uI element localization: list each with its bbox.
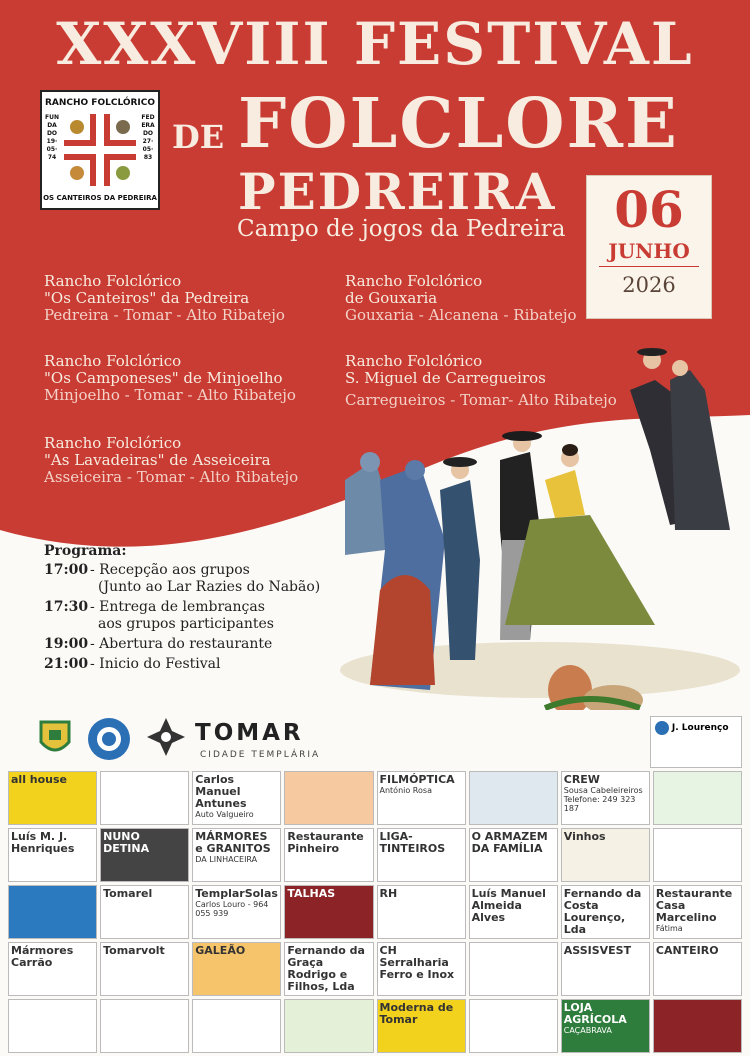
sponsor-name: Luís Manuel Almeida Alves [471, 887, 546, 924]
date-day: 06 [614, 180, 684, 239]
sponsor-cell [8, 999, 97, 1053]
group-location: Gouxaria - Alcanena - Ribatejo [345, 306, 577, 324]
sponsor-cell [8, 828, 97, 882]
sponsor-j-lourenco [650, 716, 742, 768]
program-text2: (Junto ao Lar Razies do Nabão) [98, 579, 321, 595]
sponsor-cell [653, 885, 742, 939]
sponsor-cell [561, 828, 650, 882]
program-time: 19:00 [44, 636, 89, 652]
sponsor-grid [8, 771, 742, 1053]
sponsor-name: RH [379, 887, 398, 900]
logo-right-text: FEDERADO 27·05·83 [141, 114, 155, 161]
program-text: - Abertura do restaurante [90, 636, 273, 652]
jl-logo-icon [655, 721, 669, 735]
program-text: - Inicio do Festival [90, 656, 221, 672]
sponsor-name: ASSISVEST [563, 944, 632, 957]
sponsor-name: all house [11, 773, 68, 786]
sponsor-cell [8, 885, 97, 939]
sponsor-name: TemplarSolas [195, 887, 278, 900]
date-year: 2026 [622, 273, 676, 297]
logo-bottom-text: OS CANTEIROS DA PEDREIRA [43, 194, 157, 202]
sponsor-cell [469, 999, 558, 1053]
group-camponeses [44, 353, 296, 404]
group-name: "As Lavadeiras" de Asseiceira [44, 451, 271, 469]
group-location: Carregueiros - Tomar- Alto Ribatejo [345, 391, 617, 409]
sponsor-cell [192, 885, 281, 939]
sponsor-name: Restaurante Casa Marcelino [655, 887, 733, 924]
sponsor-subtext: CAÇABRAVA [563, 1026, 612, 1035]
sponsor-cell [377, 942, 466, 996]
program-item [44, 562, 320, 596]
sponsor-subtext: Carlos Louro - 964 055 939 [195, 900, 269, 918]
date-divider [599, 266, 699, 267]
sponsor-name: CANTEIRO [655, 944, 719, 957]
group-gouxaria [345, 273, 577, 324]
sponsor-cell [653, 999, 742, 1053]
sponsor-name: Fernando da Graça Rodrigo e Filhos, Lda [287, 944, 365, 993]
sponsor-name: FILMÓPTICA [379, 773, 455, 786]
sponsor-cell [8, 771, 97, 825]
title-line2: FOLCLORE [238, 84, 679, 164]
sponsor-subtext: Sousa Cabeleireiros Telefone: 249 323 187 [563, 786, 643, 813]
sponsor-cell [192, 942, 281, 996]
sponsor-cell [284, 885, 373, 939]
sponsor-name: Moderna de Tomar [379, 1001, 454, 1026]
group-name: "Os Camponeses" de Minjoelho [44, 369, 283, 387]
sponsor-name: Fernando da Costa Lourenço, Lda [563, 887, 642, 936]
program-time: 21:00 [44, 656, 89, 672]
sponsor-subtext: António Rosa [379, 786, 432, 795]
sponsor-cell [561, 885, 650, 939]
sponsor-cell [100, 885, 189, 939]
group-location: Pedreira - Tomar - Alto Ribatejo [44, 306, 285, 324]
program-item [44, 656, 320, 673]
sponsor-cell [100, 942, 189, 996]
group-name: "Os Canteiros" da Pedreira [44, 289, 250, 307]
sponsor-subtext: DA LINHACEIRA [195, 855, 258, 864]
sponsor-name: CREW [563, 773, 600, 786]
program-item [44, 636, 320, 653]
group-label: Rancho Folclórico [44, 272, 182, 290]
sponsor-subtext: Auto Valgueiro [195, 810, 254, 819]
program-time: 17:00 [44, 562, 89, 578]
dancers-illustration [330, 340, 745, 710]
sponsor-cell [377, 771, 466, 825]
sponsor-name: Restaurante Pinheiro [287, 830, 364, 855]
sponsor-name: Carlos Manuel Antunes [195, 773, 247, 810]
freguesia-crest-icon [35, 716, 75, 760]
sponsor-cell [561, 771, 650, 825]
sponsor-cell [377, 999, 466, 1053]
subtitle: Campo de jogos da Pedreira [237, 216, 566, 242]
sponsor-name: Mármores Carrão [11, 944, 74, 969]
sponsor-cell [469, 885, 558, 939]
sponsor-name: Vinhos [563, 830, 606, 843]
group-name: S. Miguel de Carregueiros [345, 369, 546, 387]
title-de: DE [172, 118, 225, 156]
date-month: JUNHO [608, 239, 690, 263]
tomar-tagline: CIDADE TEMPLÁRIA [200, 750, 321, 760]
sponsor-cell [561, 999, 650, 1053]
group-name: de Gouxaria [345, 289, 438, 307]
sponsor-name: NUNO DETINA [103, 830, 150, 855]
logo-top-text: RANCHO FOLCLÓRICO [44, 98, 156, 108]
group-lavadeiras [44, 435, 298, 486]
sponsor-cell [100, 771, 189, 825]
sponsor-cell [100, 999, 189, 1053]
sponsor-cell [469, 942, 558, 996]
logo-left-text: FUNDADO 19·05·74 [45, 114, 59, 161]
jl-name: J. Lourenço [671, 723, 729, 733]
group-label: Rancho Folclórico [345, 272, 483, 290]
templar-cross-icon [145, 716, 187, 758]
tomar-logo-text: TOMAR [195, 720, 304, 746]
sponsor-name: Luís M. J. Henriques [11, 830, 75, 855]
program-item [44, 599, 320, 633]
group-location: Asseiceira - Tomar - Alto Ribatejo [44, 468, 299, 486]
sponsor-cell [377, 828, 466, 882]
rancho-logo [40, 90, 160, 210]
program-text2: aos grupos participantes [98, 616, 274, 632]
program-text: - Recepção aos grupos [90, 562, 250, 578]
sponsor-name: MÁRMORES e GRANITOS [195, 830, 271, 855]
sponsor-cell [192, 771, 281, 825]
sponsor-cell [469, 828, 558, 882]
program-section [44, 543, 320, 673]
title-line3: PEDREIRA [238, 162, 557, 221]
sponsor-cell [561, 942, 650, 996]
sponsor-name: Tomarvolt [103, 944, 165, 957]
program-time: 17:30 [44, 599, 89, 615]
title-line1: XXXVIII FESTIVAL [56, 10, 694, 78]
group-location: Minjoelho - Tomar - Alto Ribatejo [44, 386, 296, 404]
sponsor-cell [284, 771, 373, 825]
date-box [586, 175, 712, 319]
sponsor-cell [192, 999, 281, 1053]
federacao-folclore-icon [86, 716, 132, 762]
sponsor-name: CH Serralharia Ferro e Inox [379, 944, 455, 981]
sponsor-cell [653, 828, 742, 882]
sponsor-cell [8, 942, 97, 996]
sponsor-name: TALHAS [287, 887, 336, 900]
sponsor-cell [377, 885, 466, 939]
program-title: Programa: [44, 543, 127, 559]
sponsor-cell [284, 942, 373, 996]
sponsor-name: LIGA-TINTEIROS [379, 830, 446, 855]
sponsor-name: LOJA AGRÍCOLA [563, 1001, 627, 1026]
group-label: Rancho Folclórico [44, 434, 182, 452]
sponsor-cell [284, 999, 373, 1053]
sponsor-name: GALEÃO [195, 944, 246, 957]
program-text: - Entrega de lembranças [90, 599, 265, 615]
group-canteiros [44, 273, 285, 324]
sponsor-cell [469, 771, 558, 825]
group-label: Rancho Folclórico [44, 352, 182, 370]
sponsor-name: Tomarel [103, 887, 153, 900]
group-label: Rancho Folclórico [345, 352, 483, 370]
sponsor-cell [100, 828, 189, 882]
sponsor-name: O ARMAZEM DA FAMÍLIA [471, 830, 548, 855]
sponsor-subtext: Fátima [655, 924, 683, 933]
cross-emblem-icon [60, 112, 140, 188]
sponsor-cell [192, 828, 281, 882]
sponsor-cell [284, 828, 373, 882]
sponsor-cell [653, 942, 742, 996]
sponsor-cell [653, 771, 742, 825]
